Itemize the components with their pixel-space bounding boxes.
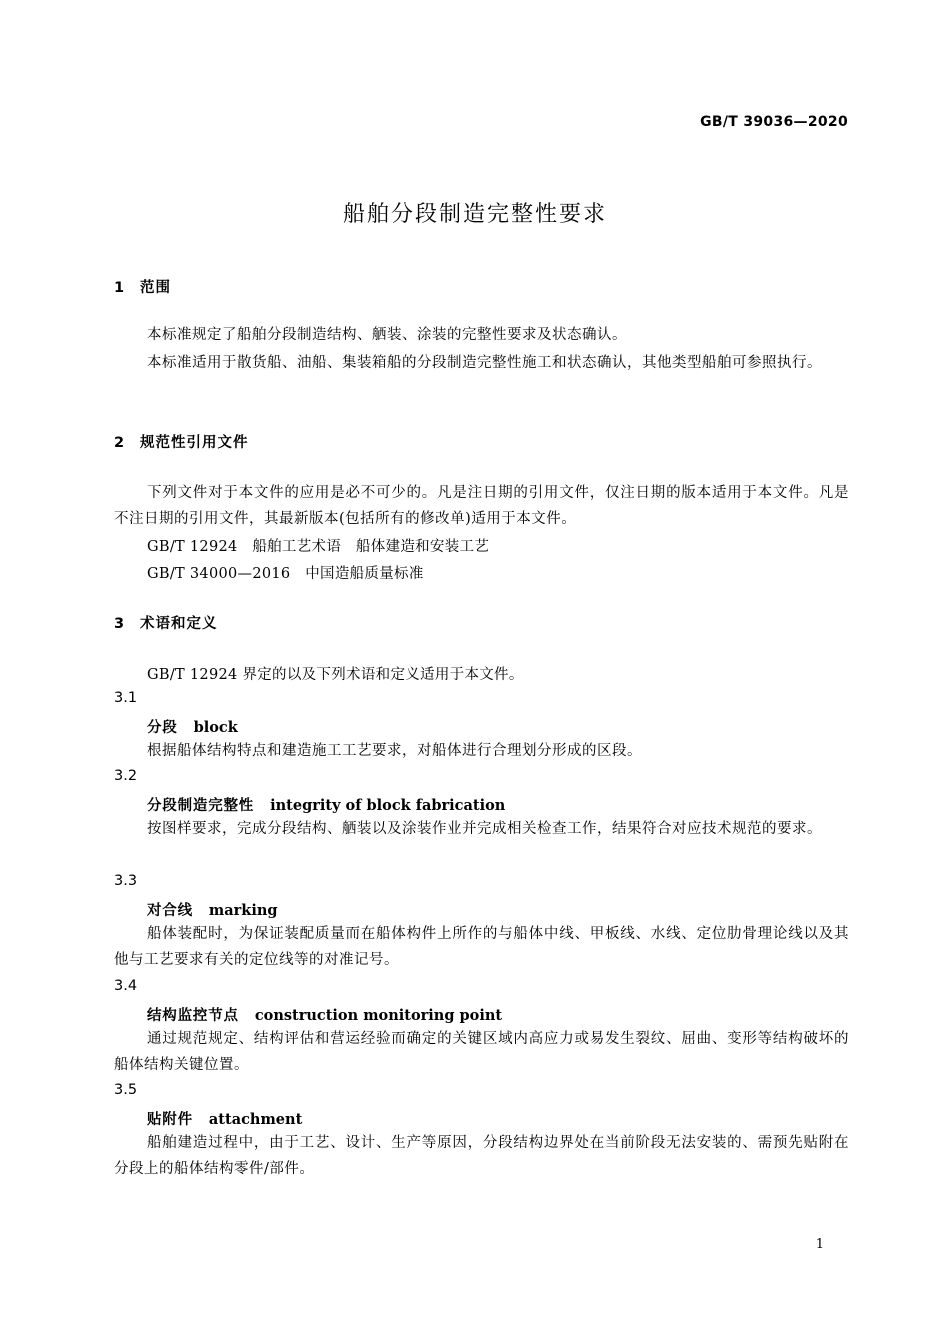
term-definition: 船体装配时，为保证装配质量而在船体构件上所作的与船体中线、甲板线、水线、定位肋骨理论线以及其他与工艺要求有关的定位线等的对准记号。 — [114, 926, 849, 968]
term-heading — [147, 1108, 302, 1129]
term-en: construction monitoring point — [254, 1007, 503, 1024]
term-number: 3.1 — [114, 690, 138, 706]
term-en: block — [193, 719, 238, 736]
term-heading — [147, 1004, 502, 1025]
term-definition: 船舶建造过程中，由于工艺、设计、生产等原因，分段结构边界处在当前阶段无法安装的、需预先贴附在分段上的船体结构零件/部件。 — [114, 1135, 849, 1177]
term-en: marking — [208, 902, 278, 919]
paragraph: 本标准规定了船舶分段制造结构、舾装、涂装的完整性要求及状态确认。 — [147, 327, 627, 343]
term-heading — [147, 899, 278, 920]
section-title: 术语和定义 — [140, 616, 218, 632]
term-number: 3.5 — [114, 1082, 138, 1098]
term-en: integrity of block fabrication — [270, 797, 506, 814]
term-heading — [147, 794, 505, 815]
term-definition: 根据船体结构特点和建造施工工艺要求，对船体进行合理划分形成的区段。 — [147, 743, 642, 759]
term-cn: 对合线 — [147, 903, 193, 919]
normative-reference: GB/T 12924 船舶工艺术语 船体建造和安装工艺 — [147, 539, 490, 555]
paragraph: 下列文件对于本文件的应用是必不可少的。凡是注日期的引用文件，仅注日期的版本适用于本文件。凡是不注日期的引用文件，其最新版本(包括所有的修改单)适用于本文件。 — [114, 485, 849, 527]
paragraph: GB/T 12924 界定的以及下列术语和定义适用于本文件。 — [147, 667, 524, 683]
term-cn: 结构监控节点 — [147, 1008, 239, 1024]
section-title: 规范性引用文件 — [140, 435, 249, 451]
section-title: 范围 — [140, 280, 171, 296]
normative-reference: GB/T 34000—2016 中国造船质量标准 — [147, 566, 424, 582]
term-number: 3.4 — [114, 978, 138, 994]
document-title: 船舶分段制造完整性要求 — [342, 202, 607, 227]
paragraph: 本标准适用于散货船、油船、集装箱船的分段制造完整性施工和状态确认，其他类型船舶可参照执行。 — [147, 355, 822, 371]
section-2-heading — [114, 431, 249, 452]
term-definition: 通过规范规定、结构评估和营运经验而确定的关键区域内高应力或易发生裂纹、屈曲、变形等结构破坏的船体结构关键位置。 — [114, 1031, 849, 1073]
term-number: 3.3 — [114, 873, 138, 889]
section-number: 1 — [114, 280, 126, 296]
term-en: attachment — [208, 1111, 303, 1128]
term-heading — [147, 716, 238, 737]
section-number: 3 — [114, 616, 126, 632]
section-3-heading — [114, 612, 218, 633]
term-cn: 分段 — [147, 720, 178, 736]
page-number: 1 — [815, 1237, 824, 1252]
section-1-heading — [114, 276, 171, 297]
term-cn: 分段制造完整性 — [147, 798, 255, 814]
term-definition: 按图样要求，完成分段结构、舾装以及涂装作业并完成相关检查工作，结果符合对应技术规范的要求。 — [147, 821, 822, 837]
standard-code: GB/T 39036—2020 — [700, 114, 848, 130]
term-cn: 贴附件 — [147, 1112, 193, 1128]
section-number: 2 — [114, 435, 126, 451]
term-number: 3.2 — [114, 768, 138, 784]
